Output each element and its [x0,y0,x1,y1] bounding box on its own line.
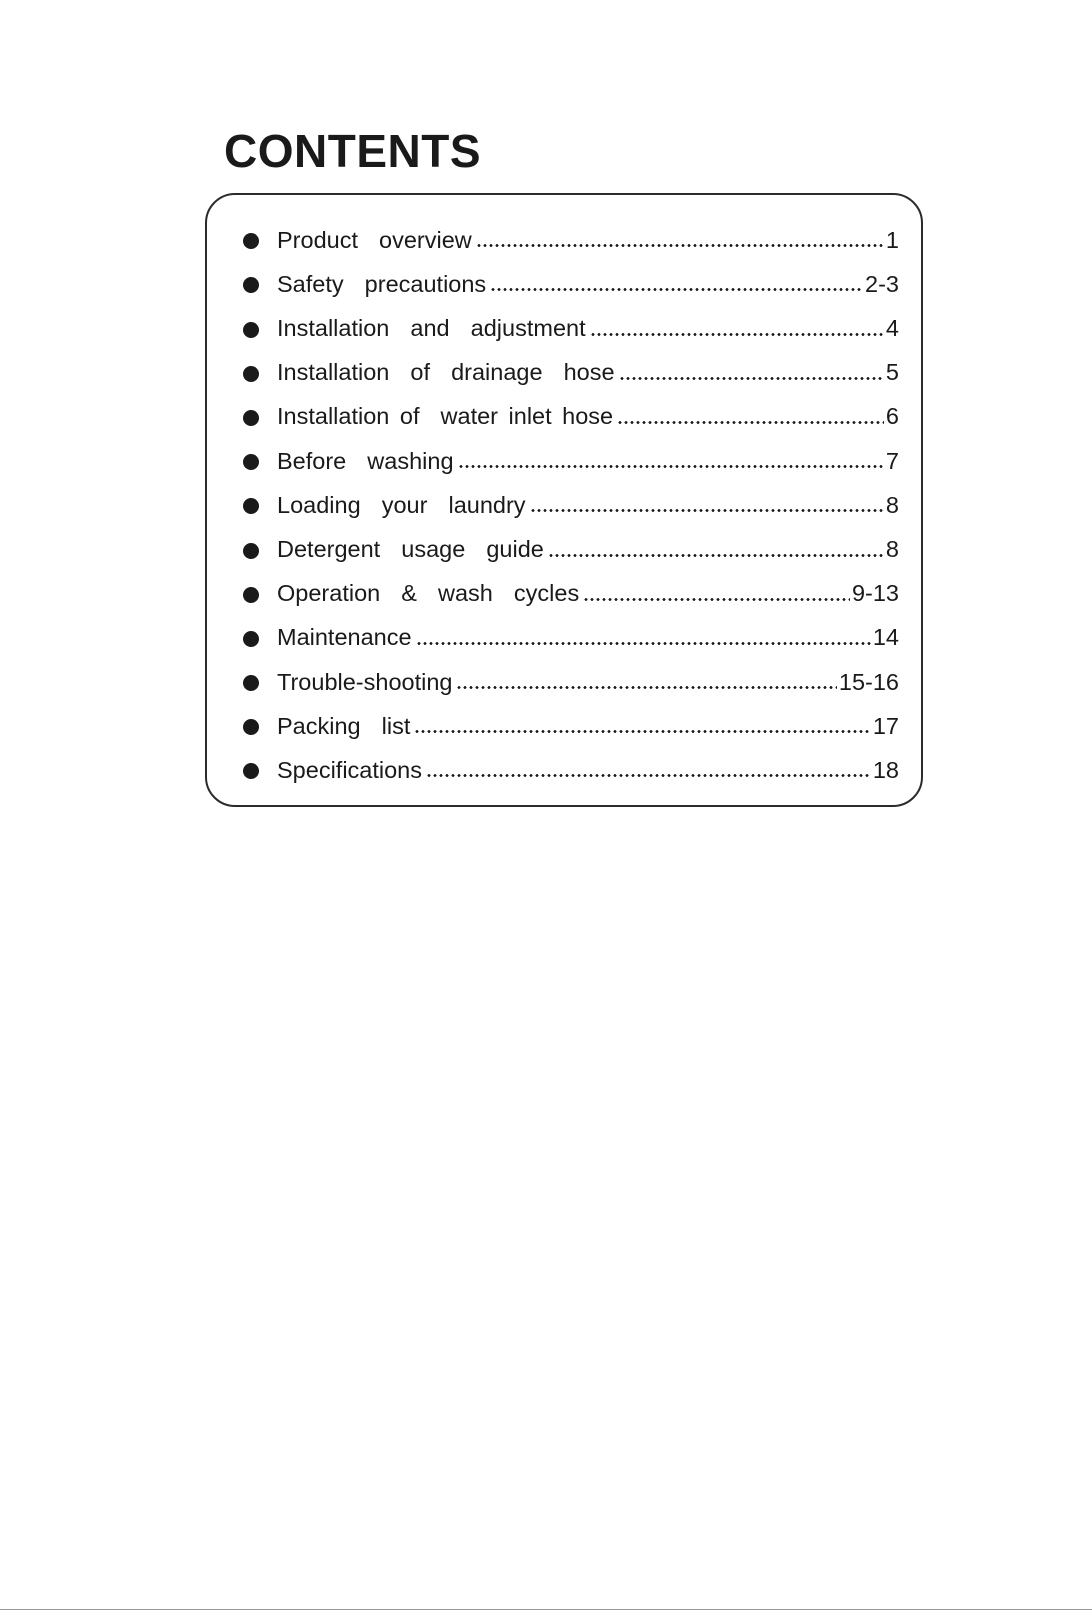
bullet-icon [243,675,259,691]
dot-leader [530,509,884,512]
toc-entry-page: 5 [885,359,899,386]
toc-entry-label: Before washing [277,447,454,474]
toc-entry-water-inlet-hose[interactable] [207,391,921,435]
toc-entry-page: 14 [872,624,899,651]
bullet-icon [243,498,259,514]
dot-leader [416,642,871,645]
dot-leader [617,421,884,424]
toc-entry-label: Specifications [277,756,422,783]
dot-leader [548,554,884,557]
bullet-icon [243,631,259,647]
contents-list [207,214,921,788]
dot-leader [456,686,836,689]
toc-entry-page: 8 [885,536,899,562]
bullet-icon [243,322,259,338]
toc-entry-page: 17 [872,712,899,739]
toc-entry-label: Packing list [277,712,411,739]
toc-entry-label: Trouble-shooting [277,668,453,695]
toc-entry-label: Detergent usage guide [277,536,544,562]
toc-entry-page: 4 [885,315,899,342]
toc-entry-label: Maintenance [277,624,412,651]
toc-entry-operation-cycles[interactable] [207,568,921,612]
bullet-icon [243,543,259,559]
toc-entry-label: Installation of drainage hose [277,359,615,386]
bullet-icon [243,719,259,735]
toc-entry-trouble-shooting[interactable] [207,656,921,700]
dot-leader [590,333,884,336]
toc-entry-label: Safety precautions [277,270,487,297]
dot-leader [458,465,884,468]
toc-entry-maintenance[interactable] [207,612,921,656]
bullet-icon [243,277,259,293]
toc-entry-label: Operation & wash cycles [277,580,580,607]
bullet-icon [243,366,259,382]
toc-entry-page: 1 [885,226,899,253]
toc-entry-detergent-guide[interactable] [207,523,921,567]
dot-leader [619,377,884,380]
bullet-icon [243,587,259,603]
toc-entry-page: 18 [872,756,899,783]
bullet-icon [243,410,259,426]
toc-entry-label: Installation and adjustment [277,315,586,342]
toc-entry-packing-list[interactable] [207,700,921,744]
bullet-icon [243,763,259,779]
toc-entry-loading-laundry[interactable] [207,479,921,523]
contents-box [205,193,923,807]
toc-entry-page: 2-3 [865,270,899,297]
toc-entry-before-washing[interactable] [207,435,921,479]
page-title: CONTENTS [224,125,481,177]
page-bottom-divider [0,1609,1092,1610]
toc-entry-page: 8 [885,491,899,518]
dot-leader [476,244,884,247]
toc-entry-product-overview[interactable] [207,214,921,258]
toc-entry-page: 7 [885,447,899,474]
toc-entry-specifications[interactable] [207,744,921,788]
toc-entry-label: Loading your laundry [277,491,526,518]
dot-leader [583,598,850,601]
toc-entry-page: 6 [885,403,899,430]
toc-entry-label: Product overview [277,226,472,253]
dot-leader [490,288,863,291]
toc-entry-installation-adjustment[interactable] [207,302,921,346]
toc-entry-page: 15-16 [838,668,899,695]
toc-entry-label: Installation of water inlet hose [277,403,614,430]
toc-entry-safety-precautions[interactable] [207,258,921,302]
dot-leader [414,730,870,733]
toc-entry-page: 9-13 [851,580,899,607]
toc-entry-drainage-hose[interactable] [207,347,921,391]
bullet-icon [243,233,259,249]
dot-leader [426,774,871,777]
bullet-icon [243,454,259,470]
